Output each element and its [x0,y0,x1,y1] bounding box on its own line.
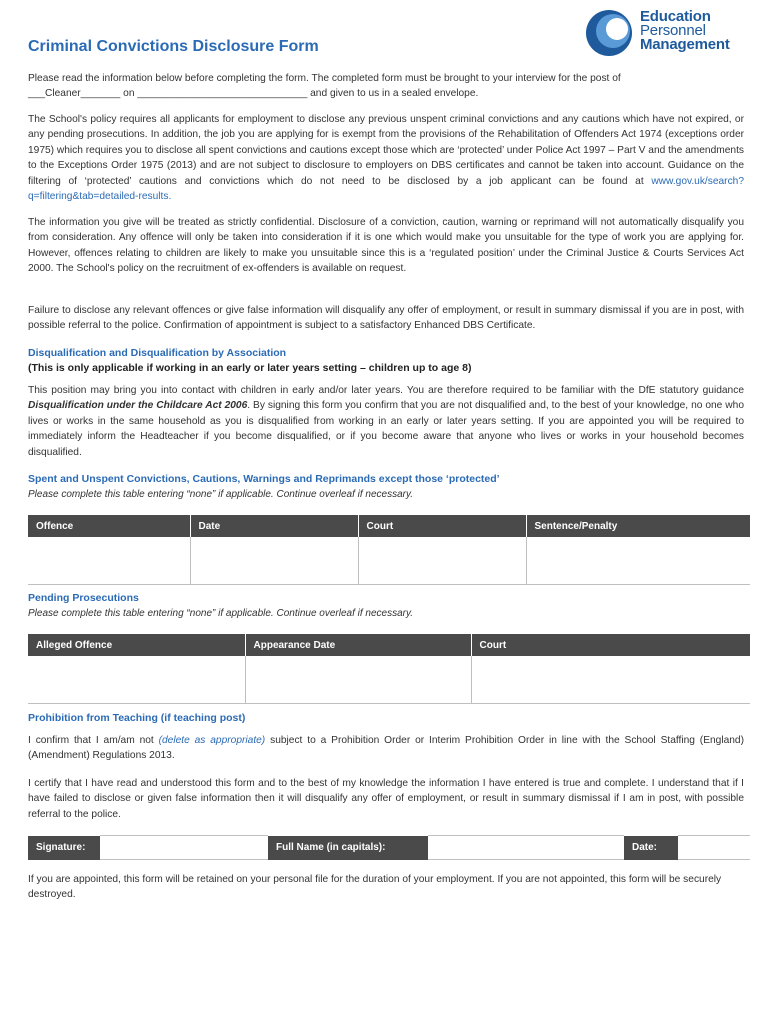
disqualification-heading: Disqualification and Disqualification by Association [28,347,287,359]
childcare-act-title: Disqualification under the Childcare Act 2006 [28,400,248,412]
col-appearance-date: Appearance Date [245,634,471,656]
logo-line-3: Management [640,36,730,53]
date-label: Date: [624,836,678,860]
intro-text-1: Please read the information below before completing the form. The completed form must be brought to your interview for the post of [28,73,621,84]
logo-line-1: Education [640,8,711,25]
sentence-cell[interactable] [526,537,750,584]
court-cell[interactable] [471,656,750,703]
intro-paragraph [28,71,744,102]
intro-text-2: ___Cleaner_______ on ______________________________ and given to us in a sealed envelope. [28,88,479,100]
pending-note: Please complete this table entering “none” if applicable. Continue overleaf if necessary. [28,608,414,619]
form-title: Criminal Convictions Disclosure Form [28,38,319,55]
alleged-offence-cell[interactable] [28,656,245,703]
pending-prosecutions-table [28,634,750,704]
col-court: Court [358,515,526,537]
disqualification-text-a: This position may bring you into contact with children in early and/or later years. You are therefore required to be familiar with the DfE statutory guidance [28,385,744,396]
full-name-label: Full Name (in capitals): [268,836,428,860]
signature-field[interactable] [100,836,268,860]
appearance-date-cell[interactable] [245,656,471,703]
pending-heading: Pending Prosecutions [28,592,139,604]
spent-note: Please complete this table entering “none” if applicable. Continue overleaf if necessary. [28,489,414,500]
disqualification-text-b: . By signing this form you confirm that you are not disqualified and, to the best of your knowledge, no one who lives or works in the same household as you is disqualified from working in an early or later years setting. If you are appointed you will be required to immediately inform the Headteacher if you become disqualified, or if you become aware that anyone who lives or works in your household becomes disqualified. [28,400,744,458]
table-row [28,656,750,703]
col-offence: Offence [28,515,190,537]
spent-table-header [28,515,750,537]
failure-paragraph: Failure to disclose any relevant offences or give false information will disqualify any offer of employment, or result in summary dismissal if you are in post, with possible referral to the police. Confirmation of appointment is subject to a satisfactory Enhanced DBS Certificate. [28,305,744,332]
prohibition-text-a: I confirm that I am/am not [28,735,159,746]
prohibition-heading: Prohibition from Teaching (if teaching post) [28,712,246,724]
certify-paragraph: I certify that I have read and understood this form and to the best of my knowledge the information I have entered is true and complete. I understand that if I have failed to disclose or given false information then it will disqualify any offer of employment, or result in summary dismissal if I am in post, with possible referral to the police. [28,778,744,820]
court-cell[interactable] [358,537,526,584]
logo-line-2: Personnel [640,22,706,39]
date-field[interactable] [678,836,750,860]
prohibition-text-b: subject to a Prohibition Order or Interim Prohibition Order in line with the School Staffing (England) (Amendment) Regulations 2013. [28,735,744,762]
prohibition-paragraph [28,733,744,764]
policy-text: The School's policy requires all applicants for employment to disclose any previous unspent criminal convictions and any cautions which have not expired, or any pending prosecutions. In addition, the job you are applying for is exempt from the provisions of the Rehabilitation of Offenders Act 1974 (exceptions order 1975) which requires you to disclose all spent convictions and cautions except those which are ‘protected’ under Police Act 1997 – Part V and the amendments to the Exceptions Order 1975 (2013) and are not subject to disclosure to employers on DBS certificates and cannot be taken into account. Guidance on the filtering of ‘protected’ cautions and convictions which do not need to be disclosed by a job applicant can be found at [28,114,744,187]
spent-convictions-table [28,515,750,585]
pending-table-header [28,634,750,656]
col-date: Date [190,515,358,537]
retention-paragraph: If you are appointed, this form will be retained on your personal file for the duration of your employment. If you are not appointed, this form will be securely destroyed. [28,874,722,901]
col-alleged-offence: Alleged Offence [28,634,245,656]
disqualification-subheading: (This is only applicable if working in an early or later years setting – children up to age 8) [28,362,472,374]
col-sentence-penalty: Sentence/Penalty [526,515,750,537]
epm-logo [582,9,752,57]
epm-logo-text [640,10,730,52]
offence-cell[interactable] [28,537,190,584]
epm-logo-icon [582,9,636,57]
disqualification-paragraph [28,383,744,460]
full-name-field[interactable] [428,836,624,860]
gov-uk-link[interactable]: www.gov.uk/search?q=filtering&tab=detailed-results. [28,175,744,203]
table-row [28,537,750,584]
signature-label: Signature: [28,836,100,860]
delete-as-appropriate: (delete as appropriate) [158,735,266,746]
signature-row [28,835,750,860]
policy-paragraph [28,112,744,204]
confidential-paragraph: The information you give will be treated as strictly confidential. Disclosure of a conviction, caution, warning or reprimand will not automatically disqualify you from consideration. Any offence will only be taken into consideration if it is one which would make you unsuitable for the type of work you are applying for. However, offences relating to children are likely to make you unsuitable since this is a ‘regulated position’ under the Criminal Justice & Courts Services Act 2000. The School's policy on the recruitment of ex-offenders is available on request. [28,217,744,275]
spent-heading: Spent and Unspent Convictions, Cautions, Warnings and Reprimands except those ‘protected’ [28,473,500,485]
col-court: Court [471,634,750,656]
date-cell[interactable] [190,537,358,584]
